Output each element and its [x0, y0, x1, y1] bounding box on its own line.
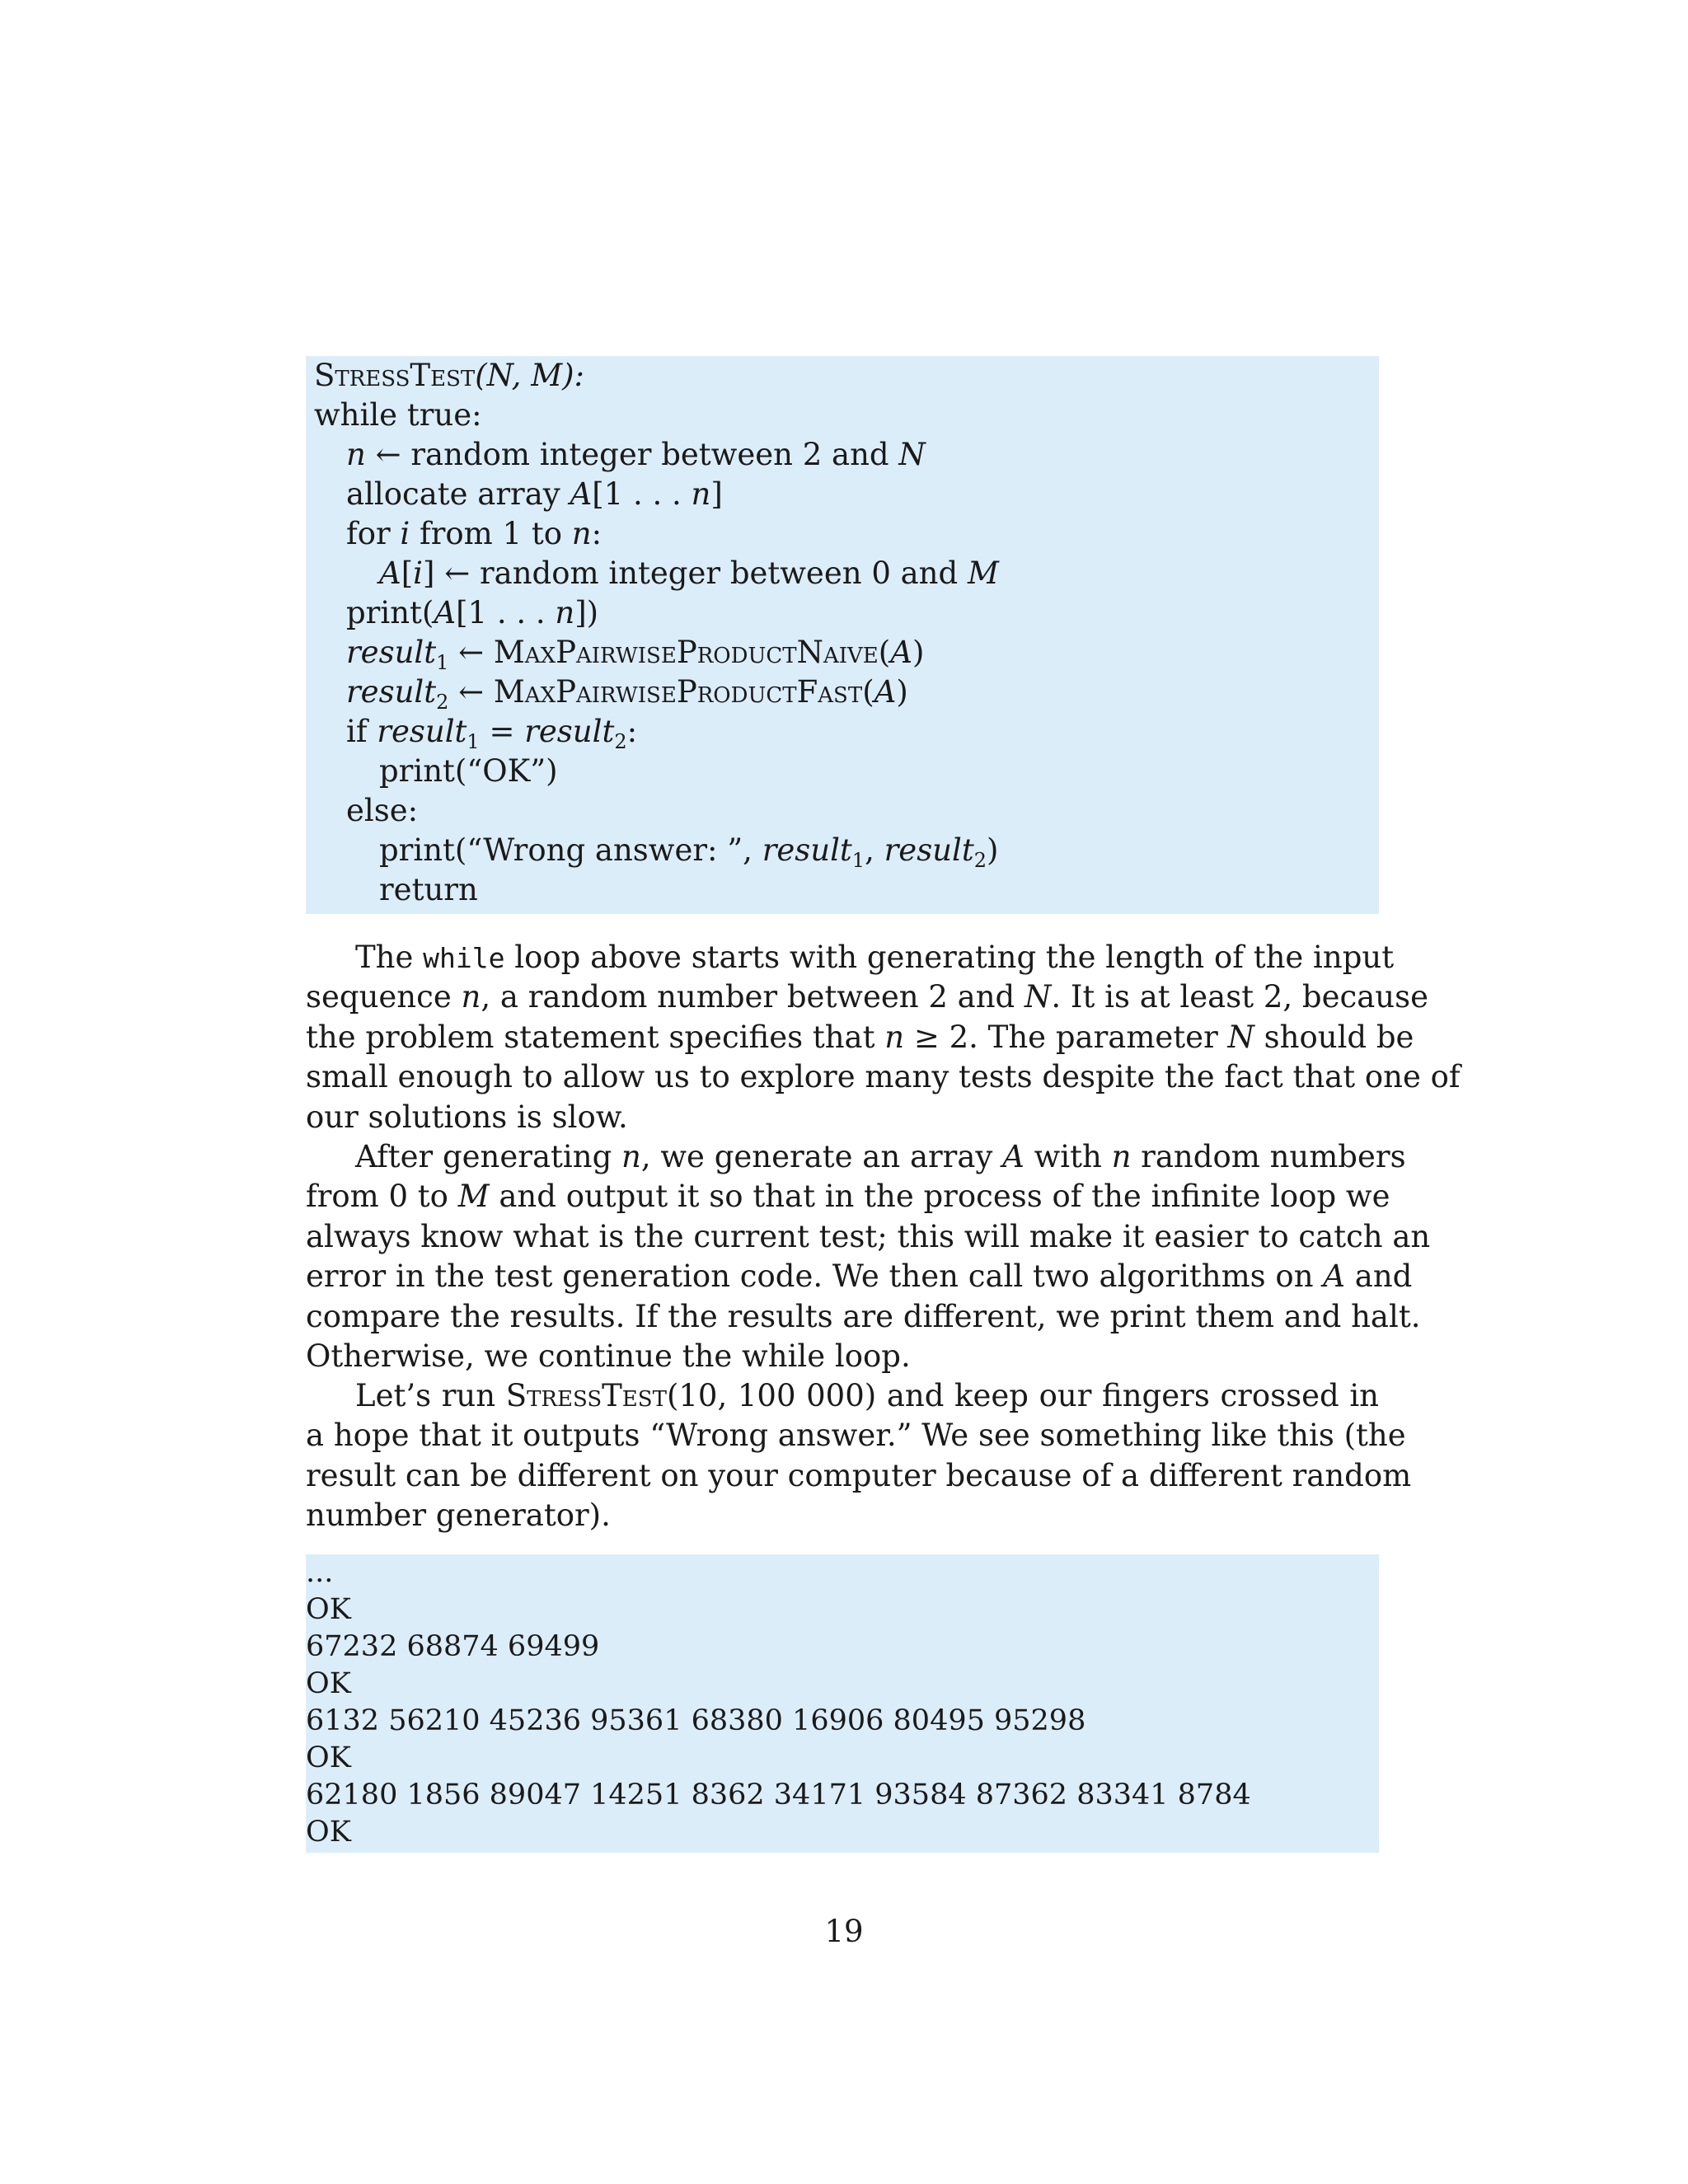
- text-line: Let’s run StressTest(10, 100 000) and keep our fingers crossed in: [355, 1378, 1379, 1413]
- pseudocode-line: return: [379, 872, 478, 907]
- pseudocode-line: A[i] ← random integer between 0 and M: [379, 555, 999, 591]
- text-line: number generator).: [306, 1497, 611, 1534]
- pseudocode-line: print(A[1 . . . n]): [346, 595, 599, 630]
- pseudocode-line: result$_2$ ← MaxPairwiseProductFast(A): [346, 674, 908, 714]
- pseudocode-line: print(“OK”): [379, 753, 558, 789]
- text-line: sequence n, a random number between 2 and N. It is at least 2, because: [306, 979, 1428, 1015]
- text-line: our solutions is slow.: [306, 1099, 628, 1135]
- pseudocode-line: while true:: [314, 397, 482, 433]
- text-line: error in the test generation code. We then call two algorithms on A and: [306, 1258, 1413, 1295]
- text-line: Otherwise, we continue the while loop.: [306, 1338, 911, 1374]
- output-line: OK: [306, 1741, 351, 1774]
- pseudocode-header: StressTest(N, M):: [314, 358, 584, 393]
- text-line: a hope that it outputs “Wrong answer.” We see something like this (the: [306, 1418, 1406, 1454]
- pseudocode-line: allocate array A[1 . . . n]: [346, 476, 723, 512]
- pseudocode-line: result$_1$ ← MaxPairwiseProductNaive(A): [346, 635, 925, 674]
- text-line: compare the results. If the results are different, we print them and halt.: [306, 1298, 1421, 1334]
- text-line: After generating n, we generate an array A with n random numbers: [355, 1139, 1406, 1174]
- pseudocode-line: for i from 1 to n:: [346, 516, 603, 551]
- output-line: OK: [306, 1667, 351, 1700]
- text-line: The while loop above starts with generating the length of the input: [355, 940, 1395, 975]
- output-block: [306, 1554, 1379, 1853]
- page-number: 19: [824, 1914, 864, 1949]
- text-line: the problem statement specifies that n ≥ 2. The parameter N should be: [306, 1019, 1414, 1055]
- output-line: 6132 56210 45236 95361 68380 16906 80495 95298: [306, 1704, 1086, 1737]
- output-line: ...: [306, 1556, 334, 1589]
- output-line: 67232 68874 69499: [306, 1630, 600, 1663]
- pseudocode-line: print(“Wrong answer: ”, result$_1$, result$_2$): [379, 832, 999, 872]
- output-line: OK: [306, 1593, 351, 1626]
- paragraph-2: [306, 1137, 1431, 1376]
- pseudocode-line: n ← random integer between 2 and N: [346, 437, 926, 472]
- text-line: small enough to allow us to explore many tests despite the fact that one of: [306, 1059, 1461, 1095]
- text-line: always know what is the current test; this will make it easier to catch an: [306, 1218, 1431, 1254]
- output-line: OK: [306, 1816, 351, 1849]
- text-line: result can be different on your computer because of a different random: [306, 1457, 1412, 1493]
- output-line: 62180 1856 89047 14251 8362 34171 93584 87362 83341 8784: [306, 1779, 1251, 1811]
- pseudocode-line: else:: [346, 793, 419, 828]
- paragraph-1: [306, 938, 1461, 1137]
- pseudocode-line: if result$_1$ = result$_2$:: [346, 714, 638, 753]
- paragraph-3: [306, 1376, 1412, 1536]
- pseudocode-block: [306, 356, 1379, 914]
- text-line: from 0 to M and output it so that in the process of the infinite loop we: [306, 1179, 1390, 1215]
